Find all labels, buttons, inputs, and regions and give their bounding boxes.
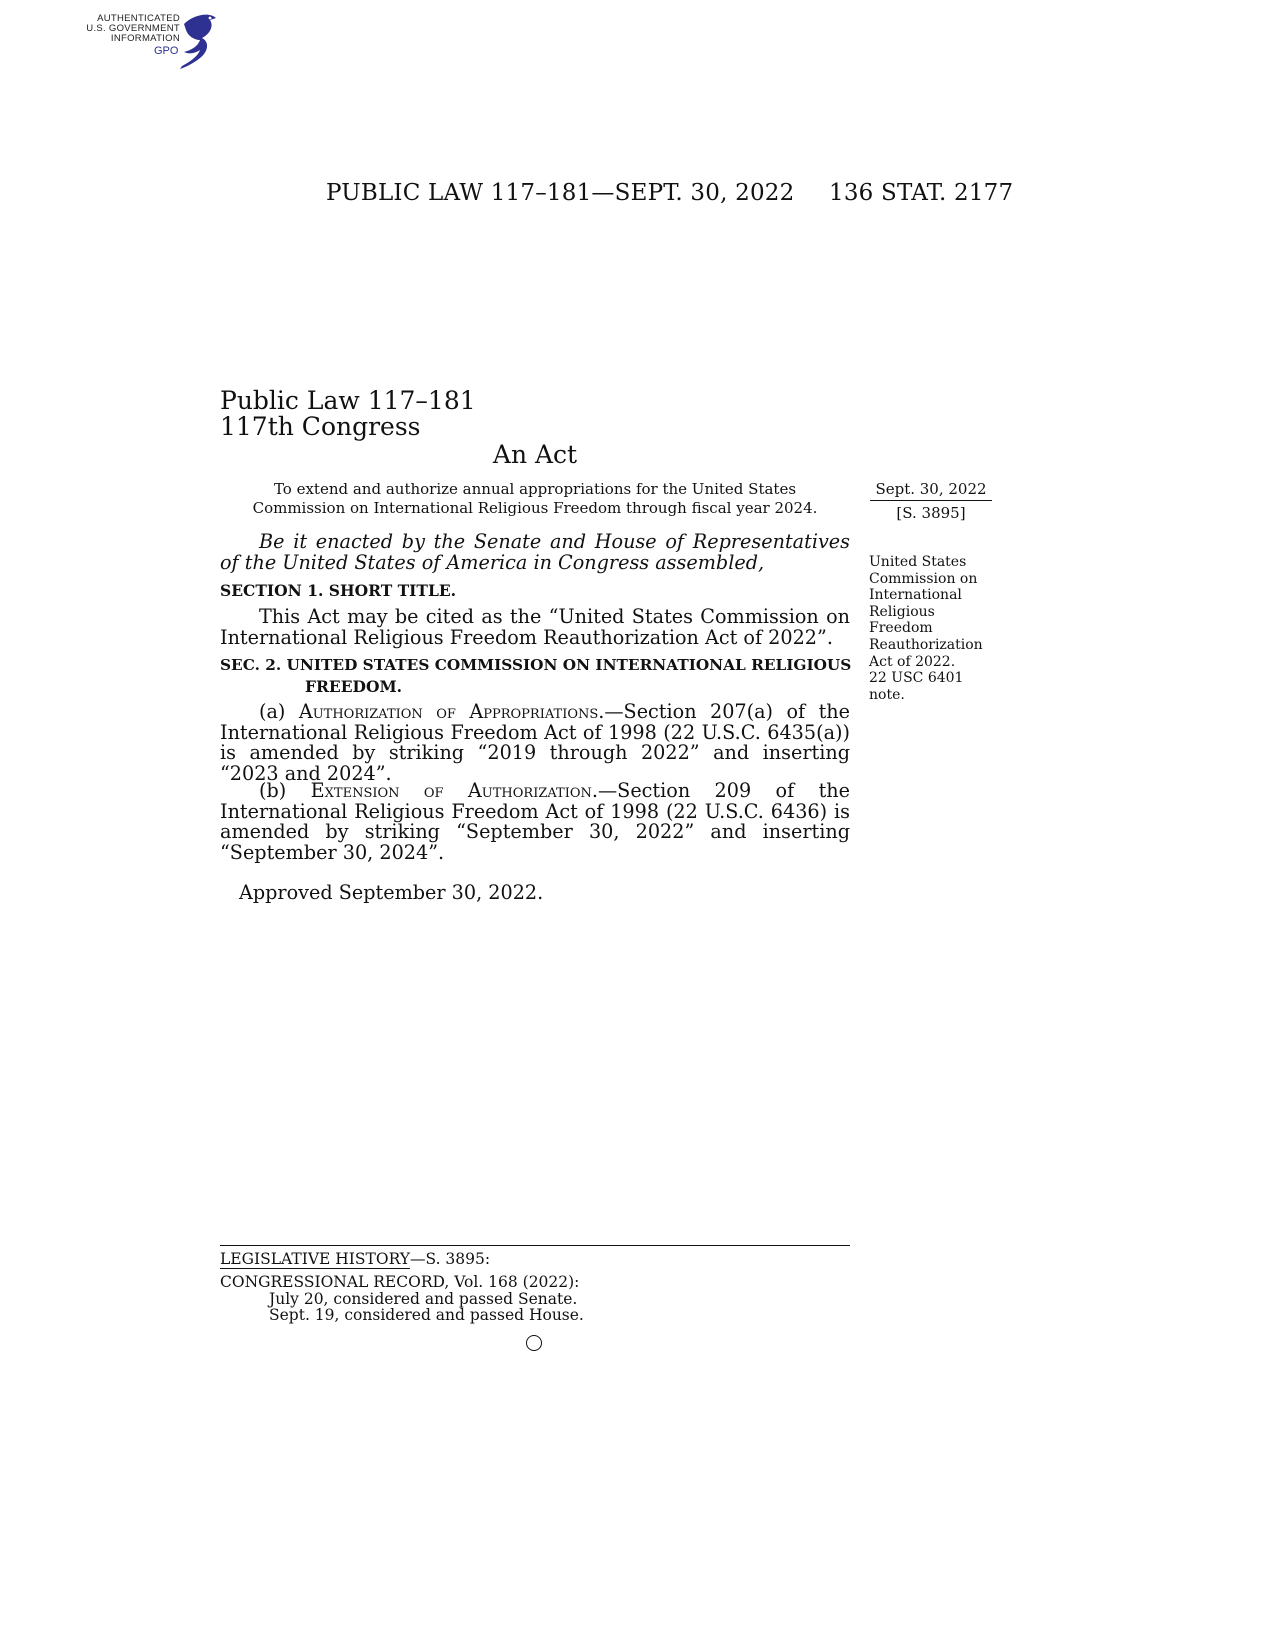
- sidebar-note-line: Commission on: [869, 570, 978, 587]
- stat-reference: 136 STAT. 2177: [829, 180, 1014, 206]
- subsection-a-text: .—Section 207(a) of the International Religious Freedom Act of 1998 (22 U.S.C. 6435(a)) is amended by striking “2019 through 2022” and inserting “2023 and 2024”.: [220, 700, 850, 785]
- enacting-clause: Be it enacted by the Senate and House of Representatives of the United States of America in Congress assembled,: [220, 530, 850, 574]
- sidebar-date: Sept. 30, 2022: [875, 480, 987, 498]
- gpo-seal-line3: INFORMATION: [110, 33, 180, 44]
- sidebar-note-line: 22 USC 6401: [869, 670, 964, 687]
- history-entry: Sept. 19, considered and passed House.: [269, 1306, 584, 1325]
- legislative-history: [220, 1251, 584, 1324]
- gpo-seal-line2: U.S. GOVERNMENT: [86, 23, 180, 34]
- act-purpose: To extend and authorize annual appropriations for the United States Commission on International Religious Freedom through fiscal year 2024.: [252, 480, 818, 517]
- history-heading-label: LEGISLATIVE HISTORY: [220, 1250, 410, 1268]
- running-title: PUBLIC LAW 117–181—SEPT. 30, 2022: [326, 180, 795, 206]
- legislative-history-heading: [220, 1251, 584, 1268]
- gpo-seal-text: [80, 14, 180, 44]
- sidebar-date-block: [870, 480, 992, 522]
- sidebar-note-line: International: [869, 587, 962, 604]
- sidebar-bill: [S. 3895]: [896, 504, 966, 522]
- section-2-heading: SEC. 2. UNITED STATES COMMISSION ON INTERNATIONAL RELIGIOUS: [220, 656, 852, 674]
- approved-date: Approved September 30, 2022.: [239, 881, 544, 904]
- end-mark-icon: [526, 1335, 542, 1351]
- act-label: An Act: [492, 440, 578, 469]
- subsection-b: [220, 781, 850, 863]
- subsection-a-label: (a): [259, 700, 299, 723]
- subsection-a-caption: Authorization of Appropriations: [298, 700, 599, 723]
- eagle-icon: [172, 12, 222, 72]
- gpo-seal: [86, 12, 222, 74]
- section-1-heading: SECTION 1. SHORT TITLE.: [220, 581, 457, 600]
- subsection-b-text: .—Section 209 of the International Religious Freedom Act of 1998 (22 U.S.C. 6436) is amended by striking “September 30, 2022” and inserting “September 30, 2024”.: [220, 779, 850, 864]
- gpo-seal-line1: AUTHENTICATED: [97, 13, 180, 24]
- history-heading-suffix: —S. 3895:: [410, 1250, 491, 1268]
- sidebar-note-line: Freedom: [869, 620, 933, 637]
- subsection-b-caption: Extension of Authorization: [310, 779, 592, 802]
- sidebar-note-line: Reauthorization: [869, 636, 983, 653]
- sidebar-note-line: United States: [869, 554, 967, 570]
- congress-label: 117th Congress: [220, 412, 421, 441]
- sidebar-note-line: note.: [869, 686, 905, 703]
- section-2-heading-cont: FREEDOM.: [305, 677, 403, 696]
- history-entry: July 20, considered and passed Senate.: [269, 1289, 578, 1308]
- section-1-text: This Act may be cited as the “United States Commission on International Religious Freedom Reauthorization Act of 2022”.: [220, 605, 850, 649]
- subsection-a: [220, 702, 850, 784]
- sidebar-note: [869, 554, 999, 703]
- gpo-mark: GPO: [154, 45, 179, 57]
- sidebar-note-line: Act of 2022.: [869, 653, 956, 670]
- congressional-record: CONGRESSIONAL RECORD, Vol. 168 (2022):: [220, 1272, 580, 1291]
- sidebar-note-line: Religious: [869, 603, 935, 620]
- history-rule: [220, 1245, 850, 1246]
- subsection-b-label: (b): [259, 779, 311, 802]
- law-number: Public Law 117–181: [220, 386, 476, 415]
